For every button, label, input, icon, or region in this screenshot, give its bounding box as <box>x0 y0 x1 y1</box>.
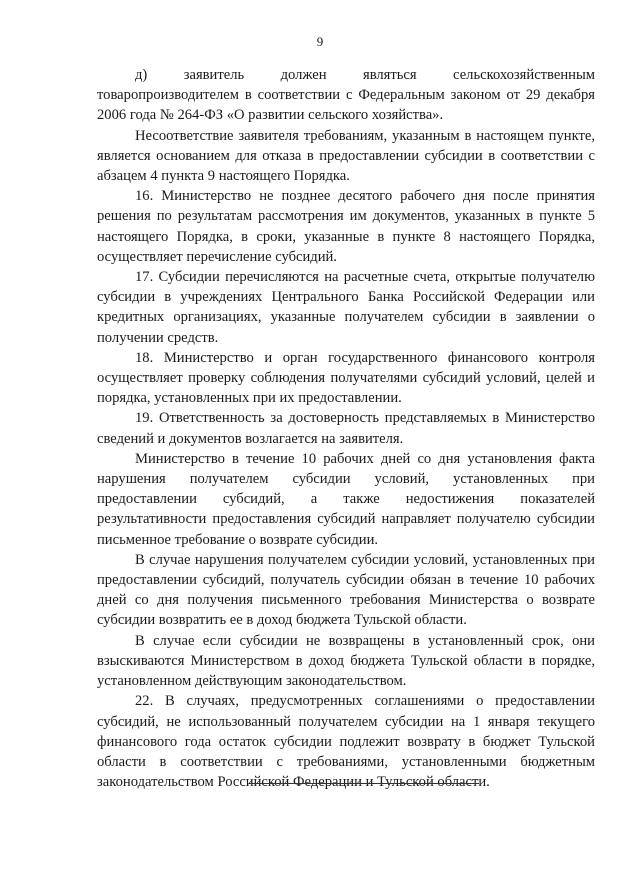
paragraph-noncompliance: Несоответствие заявителя требованиям, указанным в настоящем пункте, является основанием для отказа в предоставлении субсидии в соответствии с абзацем 4 пункта 9 настоящего Порядка. <box>97 127 595 185</box>
paragraph-violation-notice: Министерство в течение 10 рабочих дней со дня установления факта нарушения получателем субсидии условий, установленных при предоставлении субсидий, а также недостижения показателей результативности предоставления субсидий направляет получателю субсидии письменное требование о возврате субсидии. <box>97 450 595 548</box>
paragraph-19: 19. Ответственность за достоверность представляемых в Министерство сведений и документов возлагается на заявителя. <box>97 410 595 447</box>
paragraph-18: 18. Министерство и орган государственного финансового контроля осуществляет проверку соблюдения получателями субсидий условий, целей и порядка, установленных при их предоставлении. <box>97 349 595 407</box>
paragraph-refund-obligation: В случае нарушения получателем субсидии условий, установленных при предоставлении субсидий, получатель субсидии обязан в течение 10 рабочих дней со дня получения письменного требования Министерства о возврате субсидии возвратить ее в доход бюджета Тульской области. <box>97 551 595 629</box>
paragraph-17: 17. Субсидии перечисляются на расчетные счета, открытые получателю субсидии в учреждениях Центрального Банка Российской Федерации или кредитных организациях, указанные получателем субсидии в заявлении о получении средств. <box>97 269 595 346</box>
page-number: 9 <box>316 34 324 49</box>
paragraph-22: 22. В случаях, предусмотренных соглашениями о предоставлении субсидий, не использованный получателем субсидии на 1 января текущего финансового года остаток субсидии подлежит возврату в бюджет Тульской области в соответствии с требованиями, установленными бюджетным законодательством Российской Федерации и Тульской области. <box>97 693 595 791</box>
paragraph-recovery: В случае если субсидии не возвращены в установленный срок, они взыскиваются Министерством в доход бюджета Тульской области в порядке, установленном действующим законодательством. <box>97 632 595 690</box>
paragraph-16: 16. Министерство не позднее десятого рабочего дня после принятия решения по результатам рассмотрения им документов, указанных в пункте 5 настоящего Порядка, в сроки, указанные в пункте 8 настоящего Порядка, осуществляет перечисление субсидий. <box>97 188 595 265</box>
document-body <box>97 65 595 792</box>
paragraph-item-d: д) заявитель должен являться сельскохозяйственным товаропроизводителем в соответствии с Федеральным законом от 29 декабря 2006 года № 264-ФЗ «О развитии сельского хозяйства». <box>97 67 595 124</box>
end-separator-line <box>249 783 479 784</box>
